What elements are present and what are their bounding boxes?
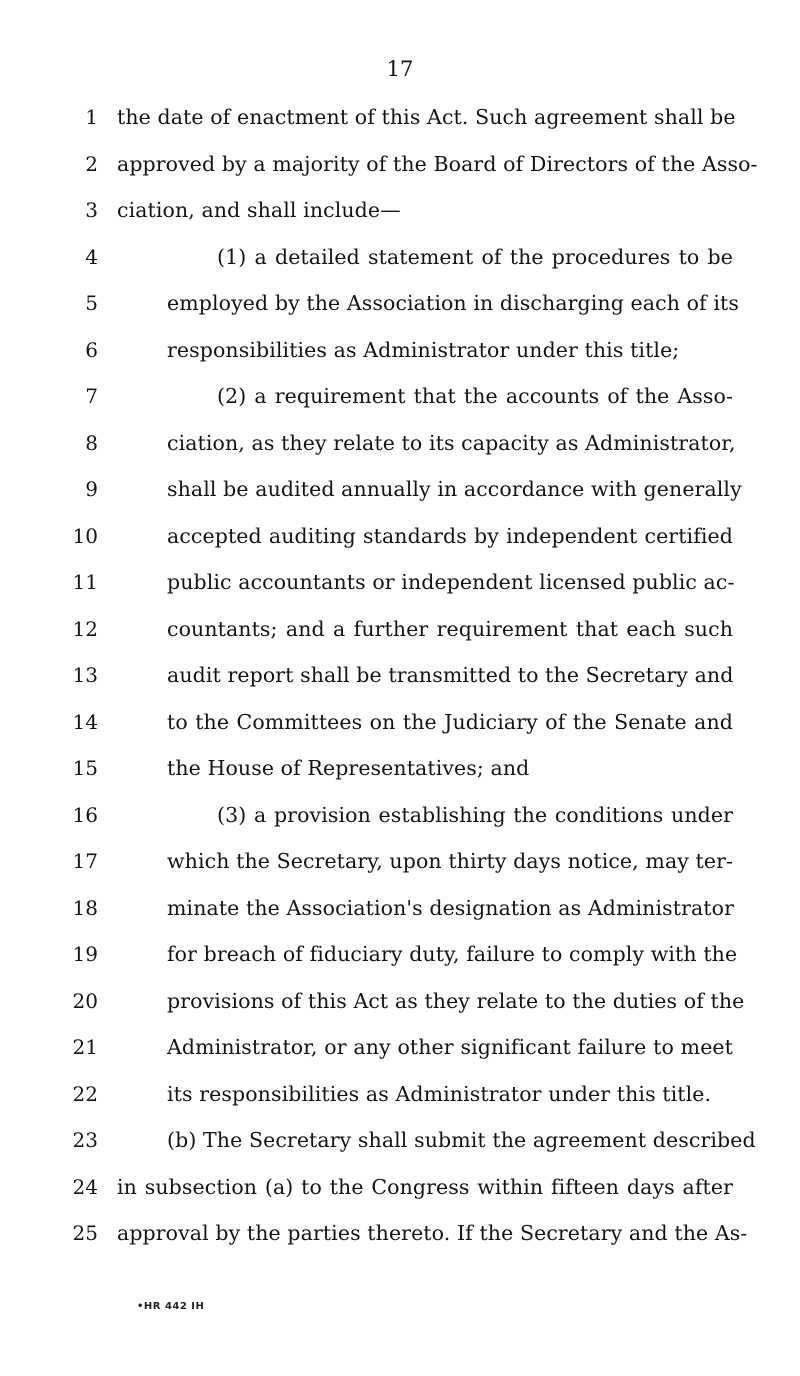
line-number: 21 xyxy=(72,1035,98,1060)
bill-line xyxy=(0,141,800,188)
bill-line xyxy=(0,792,800,839)
line-number: 24 xyxy=(72,1174,98,1199)
line-number: 11 xyxy=(72,570,98,595)
line-number: 9 xyxy=(85,477,98,502)
line-text: (2) a requirement that the accounts of the Asso- xyxy=(217,384,733,409)
line-text: countants; and a further requirement that each such xyxy=(167,616,733,641)
line-text: accepted auditing standards by independent certified xyxy=(167,523,733,548)
bill-line xyxy=(0,1024,800,1071)
bill-line xyxy=(0,559,800,606)
bill-line xyxy=(0,280,800,327)
bill-text-body xyxy=(0,94,800,1257)
line-text: Administrator, or any other significant failure to meet xyxy=(167,1035,733,1060)
line-number: 13 xyxy=(72,663,98,688)
line-text: the House of Representatives; and xyxy=(167,756,530,781)
bill-line xyxy=(0,1117,800,1164)
bill-line xyxy=(0,931,800,978)
line-text: public accountants or independent licensed public ac- xyxy=(167,570,735,595)
line-text: approval by the parties thereto. If the Secretary and the As- xyxy=(117,1221,748,1246)
line-number: 23 xyxy=(72,1128,98,1153)
line-text: approved by a majority of the Board of Directors of the Asso- xyxy=(117,151,758,176)
line-number: 22 xyxy=(72,1081,98,1106)
line-number: 7 xyxy=(85,384,98,409)
bill-line xyxy=(0,420,800,467)
bill-line xyxy=(0,606,800,653)
line-text: (3) a provision establishing the conditions under xyxy=(217,802,733,827)
bill-line xyxy=(0,652,800,699)
bill-line xyxy=(0,699,800,746)
line-text: minate the Association's designation as Administrator xyxy=(167,895,734,920)
line-text: for breach of fiduciary duty, failure to comply with the xyxy=(167,942,738,967)
bill-line xyxy=(0,187,800,234)
line-text: which the Secretary, upon thirty days notice, may ter- xyxy=(167,849,734,874)
line-number: 2 xyxy=(85,151,98,176)
line-text: its responsibilities as Administrator under this title. xyxy=(167,1081,712,1106)
line-number: 20 xyxy=(72,988,98,1013)
line-text: shall be audited annually in accordance with generally xyxy=(167,477,742,502)
bill-line xyxy=(0,885,800,932)
line-number: 18 xyxy=(72,895,98,920)
line-text: (b) The Secretary shall submit the agreement described xyxy=(167,1128,756,1153)
line-number: 1 xyxy=(85,105,98,130)
line-number: 19 xyxy=(72,942,98,967)
line-number: 17 xyxy=(72,849,98,874)
page-number: 17 xyxy=(386,57,414,81)
bill-line xyxy=(0,1210,800,1257)
bill-line xyxy=(0,1071,800,1118)
line-number: 16 xyxy=(72,802,98,827)
bill-line xyxy=(0,234,800,281)
line-text: employed by the Association in discharging each of its xyxy=(167,291,739,316)
bill-identifier-footer: •HR 442 IH xyxy=(137,1301,205,1312)
line-text: in subsection (a) to the Congress within fifteen days after xyxy=(117,1174,733,1199)
line-number: 6 xyxy=(85,337,98,362)
line-text: (1) a detailed statement of the procedures to be xyxy=(217,244,733,269)
bill-line xyxy=(0,94,800,141)
line-text: ciation, as they relate to its capacity as Administrator, xyxy=(167,430,736,455)
line-text: responsibilities as Administrator under this title; xyxy=(167,337,680,362)
line-text: provisions of this Act as they relate to the duties of the xyxy=(167,988,745,1013)
bill-line xyxy=(0,1164,800,1211)
bill-line xyxy=(0,327,800,374)
line-number: 25 xyxy=(72,1221,98,1246)
bill-line xyxy=(0,513,800,560)
bill-line xyxy=(0,373,800,420)
line-number: 5 xyxy=(85,291,98,316)
line-text: to the Committees on the Judiciary of the Senate and xyxy=(167,709,733,734)
line-number: 15 xyxy=(72,756,98,781)
line-text: ciation, and shall include— xyxy=(117,198,401,223)
line-number: 3 xyxy=(85,198,98,223)
line-number: 14 xyxy=(72,709,98,734)
bill-line xyxy=(0,745,800,792)
line-number: 8 xyxy=(85,430,98,455)
line-number: 10 xyxy=(72,523,98,548)
bill-line xyxy=(0,838,800,885)
line-text: the date of enactment of this Act. Such agreement shall be xyxy=(117,105,736,130)
line-number: 12 xyxy=(72,616,98,641)
line-number: 4 xyxy=(85,244,98,269)
line-text: audit report shall be transmitted to the Secretary and xyxy=(167,663,734,688)
bill-line xyxy=(0,978,800,1025)
bill-line xyxy=(0,466,800,513)
